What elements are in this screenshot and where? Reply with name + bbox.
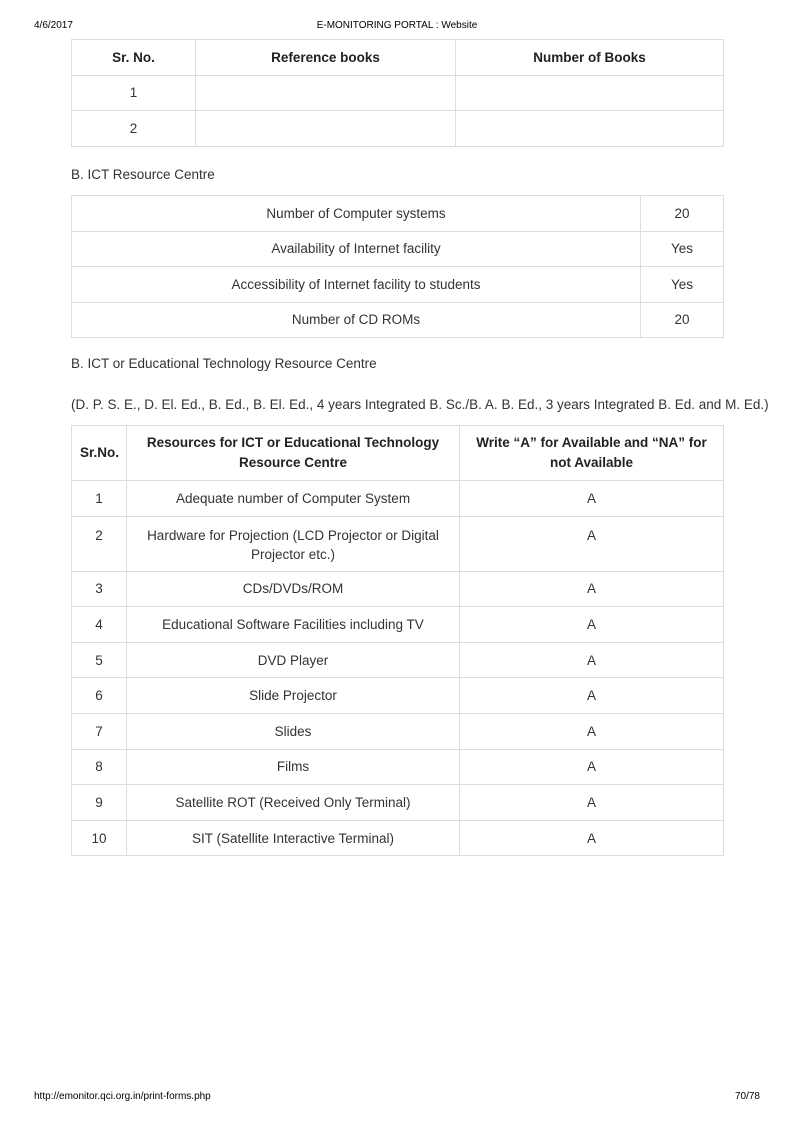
ict-value-cell: 20 xyxy=(641,196,724,232)
sr-no-cell: 1 xyxy=(72,481,127,517)
print-footer xyxy=(34,1091,760,1105)
ict-item-cell: Number of Computer systems xyxy=(72,196,641,232)
table-row xyxy=(72,678,724,714)
ict-value-cell: 20 xyxy=(641,302,724,338)
page-number: 70/78 xyxy=(734,1091,760,1102)
availability-cell: A xyxy=(460,713,724,749)
reference-books-table xyxy=(71,39,724,147)
edu-tech-resource-table xyxy=(71,425,724,856)
reference-book-cell xyxy=(196,75,456,111)
availability-cell: A xyxy=(460,785,724,821)
resource-cell: Adequate number of Computer System xyxy=(127,481,460,517)
table-row xyxy=(72,571,724,607)
sr-no-cell: 4 xyxy=(72,607,127,643)
table-row xyxy=(72,642,724,678)
sr-no-cell: 7 xyxy=(72,713,127,749)
number-of-books-cell xyxy=(456,75,724,111)
availability-cell: A xyxy=(460,607,724,643)
table-row xyxy=(72,785,724,821)
availability-cell: A xyxy=(460,481,724,517)
edu-tech-title: B. ICT or Educational Technology Resource Centre xyxy=(71,356,377,371)
sr-no-cell: 6 xyxy=(72,678,127,714)
table-row xyxy=(72,231,724,267)
table-row xyxy=(72,196,724,232)
print-title: E-MONITORING PORTAL : Website xyxy=(316,20,478,31)
availability-cell: A xyxy=(460,571,724,607)
availability-cell: A xyxy=(460,678,724,714)
number-of-books-cell xyxy=(456,111,724,147)
ict-resource-title: B. ICT Resource Centre xyxy=(71,167,215,182)
resource-cell: Satellite ROT (Received Only Terminal) xyxy=(127,785,460,821)
sr-no-cell: 2 xyxy=(72,516,127,571)
resource-cell: Slides xyxy=(127,713,460,749)
ict-item-cell: Accessibility of Internet facility to students xyxy=(72,267,641,303)
resource-cell: DVD Player xyxy=(127,642,460,678)
availability-cell: A xyxy=(460,516,724,571)
column-header: Write “A” for Available and “NA” for not Available xyxy=(460,426,724,481)
ict-value-cell: Yes xyxy=(641,231,724,267)
ict-value-cell: Yes xyxy=(641,267,724,303)
print-date: 4/6/2017 xyxy=(34,20,73,31)
sr-no-cell: 1 xyxy=(72,75,196,111)
table-row xyxy=(72,607,724,643)
resource-cell: Slide Projector xyxy=(127,678,460,714)
print-header xyxy=(34,20,760,34)
resource-cell: CDs/DVDs/ROM xyxy=(127,571,460,607)
sr-no-cell: 8 xyxy=(72,749,127,785)
ict-item-cell: Availability of Internet facility xyxy=(72,231,641,267)
reference-book-cell xyxy=(196,111,456,147)
table-row xyxy=(72,516,724,571)
sr-no-cell: 9 xyxy=(72,785,127,821)
ict-item-cell: Number of CD ROMs xyxy=(72,302,641,338)
table-row xyxy=(72,481,724,517)
resource-cell: Hardware for Projection (LCD Projector or Digital Projector etc.) xyxy=(127,516,460,571)
column-header: Sr.No. xyxy=(72,426,127,481)
availability-cell: A xyxy=(460,820,724,856)
sr-no-cell: 5 xyxy=(72,642,127,678)
table-row xyxy=(72,302,724,338)
column-header: Resources for ICT or Educational Technology Resource Centre xyxy=(127,426,460,481)
table-row xyxy=(72,713,724,749)
page-url[interactable]: http://emonitor.qci.org.in/print-forms.php xyxy=(34,1091,211,1102)
sr-no-cell: 10 xyxy=(72,820,127,856)
availability-cell: A xyxy=(460,749,724,785)
table-row xyxy=(72,749,724,785)
column-header: Number of Books xyxy=(456,40,724,76)
availability-cell: A xyxy=(460,642,724,678)
courses-note: (D. P. S. E., D. El. Ed., B. Ed., B. El. Ed., 4 years Integrated B. Sc./B. A. B. Ed., 3 years Integrated B. Ed. and M. Ed.) xyxy=(71,397,769,412)
table-row xyxy=(72,111,724,147)
resource-cell: Educational Software Facilities including TV xyxy=(127,607,460,643)
resource-cell: SIT (Satellite Interactive Terminal) xyxy=(127,820,460,856)
ict-resource-table xyxy=(71,195,724,338)
table-row xyxy=(72,75,724,111)
resource-cell: Films xyxy=(127,749,460,785)
table-row xyxy=(72,820,724,856)
column-header: Reference books xyxy=(196,40,456,76)
sr-no-cell: 3 xyxy=(72,571,127,607)
table-header-row xyxy=(72,40,724,76)
column-header: Sr. No. xyxy=(72,40,196,76)
sr-no-cell: 2 xyxy=(72,111,196,147)
table-header-row xyxy=(72,426,724,481)
table-row xyxy=(72,267,724,303)
